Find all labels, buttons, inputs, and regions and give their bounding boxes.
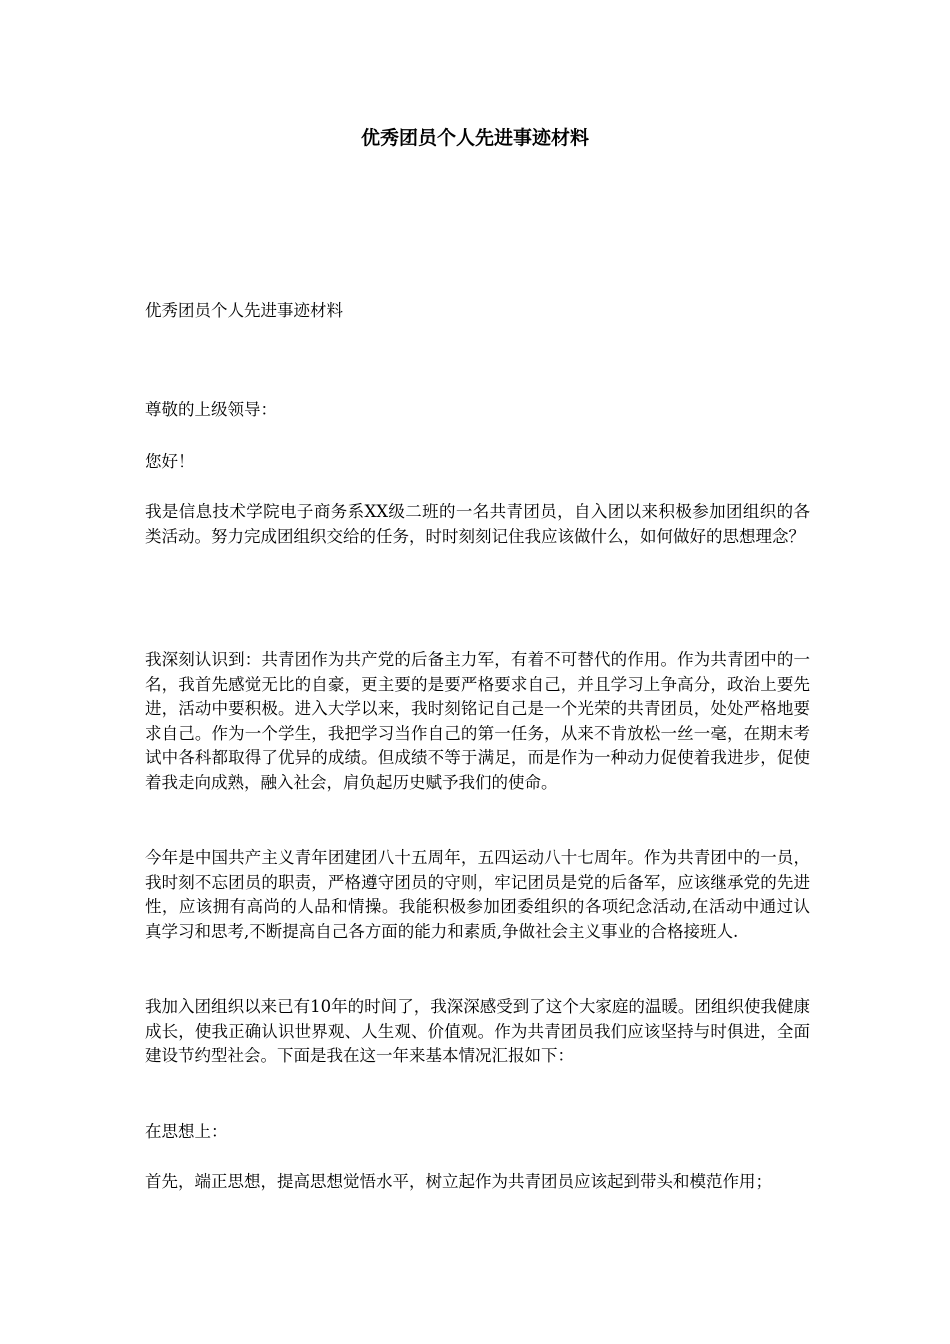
- salutation: 尊敬的上级领导：: [145, 400, 277, 419]
- paragraph-thought-first: 首先，端正思想，提高思想觉悟水平，树立起作为共青团员应该起到带头和模范作用；: [145, 1172, 772, 1191]
- paragraph-intro: 我是信息技术学院电子商务系XX级二班的一名共青团员，自入团以来积极参加团组织的各类活动。努力完成团组织交给的任务，时时刻刻记住我应该做什么，如何做好的思想理念？: [145, 502, 810, 546]
- document-subtitle: 优秀团员个人先进事迹材料: [145, 301, 343, 320]
- document-title: 优秀团员个人先进事迹材料: [360, 127, 589, 149]
- paragraph-report-intro: 我加入团组织以来已有10年的时间了，我深深感受到了这个大家庭的温暖。团组织使我健康成长，使我正确认识世界观、人生观、价值观。作为共青团员我们应该坚持与时俱进，全面建设节约型社会。下面是我在这一年来基本情况汇报如下：: [145, 997, 810, 1065]
- paragraph-anniversary: 今年是中国共产主义青年团建团八十五周年，五四运动八十七周年。作为共青团中的一员，我时刻不忘团员的职责，严格遵守团员的守则，牢记团员是党的后备军，应该继承党的先进性，应该拥有高尚的人品和情操。我能积极参加团委组织的各项纪念活动,在活动中通过认真学习和思考,不断提高自己各方面的能力和素质,争做社会主义事业的合格接班人.: [145, 848, 810, 941]
- section-heading-thought: 在思想上：: [145, 1122, 228, 1141]
- greeting: 您好！: [145, 452, 195, 471]
- paragraph-understanding: 我深刻认识到：共青团作为共产党的后备主力军，有着不可替代的作用。作为共青团中的一名，我首先感觉无比的自豪，更主要的是要严格要求自己，并且学习上争高分，政治上要先进，活动中要积极。进入大学以来，我时刻铭记自己是一个光荣的共青团员，处处严格地要求自己。作为一个学生，我把学习当作自己的第一任务，从来不肯放松一丝一毫，在期末考试中各科都取得了优异的成绩。但成绩不等于满足，而是作为一种动力促使着我进步，促使着我走向成熟，融入社会，肩负起历史赋予我们的使命。: [145, 650, 810, 792]
